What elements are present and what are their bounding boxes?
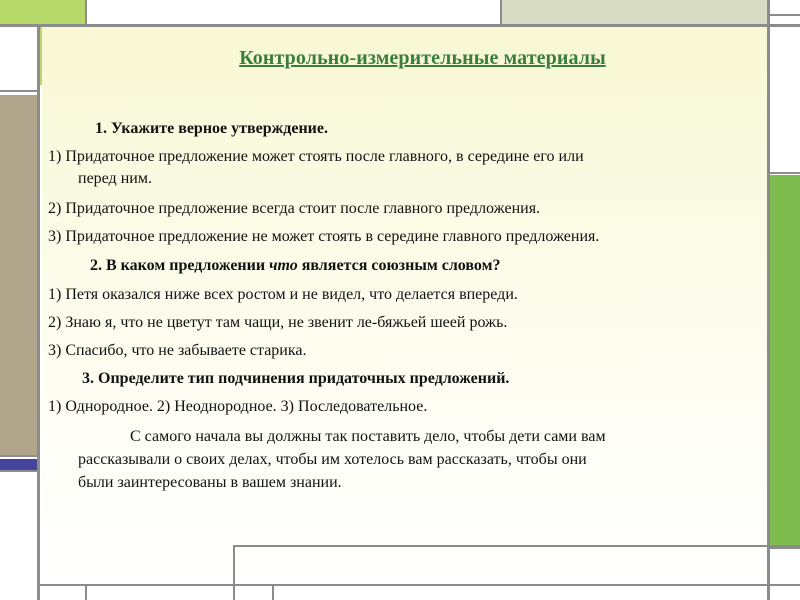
grid-line	[767, 0, 770, 600]
grid-line	[233, 545, 800, 547]
grid-line	[0, 24, 800, 27]
grid-line	[272, 584, 274, 600]
deco-block-lime	[0, 0, 85, 24]
grid-line	[0, 90, 40, 92]
question-2-option-1: 1) Петя оказался ниже всех ростом и не видел, что делается впереди.	[48, 286, 518, 303]
grid-line	[85, 0, 87, 27]
question-2-option-3: 3) Спасибо, что не забываете старика.	[48, 342, 307, 359]
quote-line-3: были заинтересованы в вашем знании.	[78, 474, 342, 491]
page-title: Контрольно-измерительные материалы	[239, 47, 606, 69]
quote-line-2: рассказывали о своих делах, чтобы им хотелось вам рассказать, чтобы они	[78, 451, 587, 468]
question-1-heading: 1. Укажите верное утверждение.	[95, 120, 328, 137]
deco-block-green	[770, 175, 800, 547]
question-1-option-1-line-2: перед ним.	[78, 170, 152, 187]
grid-line	[0, 455, 40, 457]
grid-line	[233, 545, 235, 600]
deco-block-tan	[0, 95, 37, 455]
question-1-option-3: 3) Придаточное предложение не может стоять в середине главного предложения.	[48, 228, 600, 245]
question-2-heading-pre: 2. В каком предложении	[90, 257, 270, 274]
question-1-option-2: 2) Придаточное предложение всегда стоит после главного предложения.	[48, 200, 541, 217]
question-2-option-2: 2) Знаю я, что не цветут там чащи, не звенит ле-бяжьей шеей рожь.	[48, 314, 508, 331]
grid-line	[85, 584, 87, 600]
question-3-heading: 3. Определите тип подчинения придаточных предложений.	[82, 370, 510, 387]
grid-line	[0, 470, 40, 472]
question-2-heading-post: является союзным словом?	[297, 257, 501, 274]
grid-line	[500, 0, 502, 27]
quote-line-1: С самого начала вы должны так поставить дело, чтобы дети сами вам	[130, 428, 606, 445]
question-1-option-1-line-1: 1) Придаточное предложение может стоять после главного, в середине его или	[48, 148, 584, 165]
question-2-heading	[90, 255, 501, 277]
grid-line	[37, 24, 40, 600]
deco-block-navy	[0, 459, 37, 470]
grid-line	[767, 172, 800, 174]
question-3-options: 1) Однородное. 2) Неоднородное. 3) Последовательное.	[48, 398, 428, 415]
question-2-heading-emphasis: что	[269, 257, 298, 274]
grid-line	[37, 584, 800, 586]
deco-block-sage	[500, 0, 768, 24]
grid-line	[767, 14, 800, 16]
grid-line	[767, 547, 800, 549]
